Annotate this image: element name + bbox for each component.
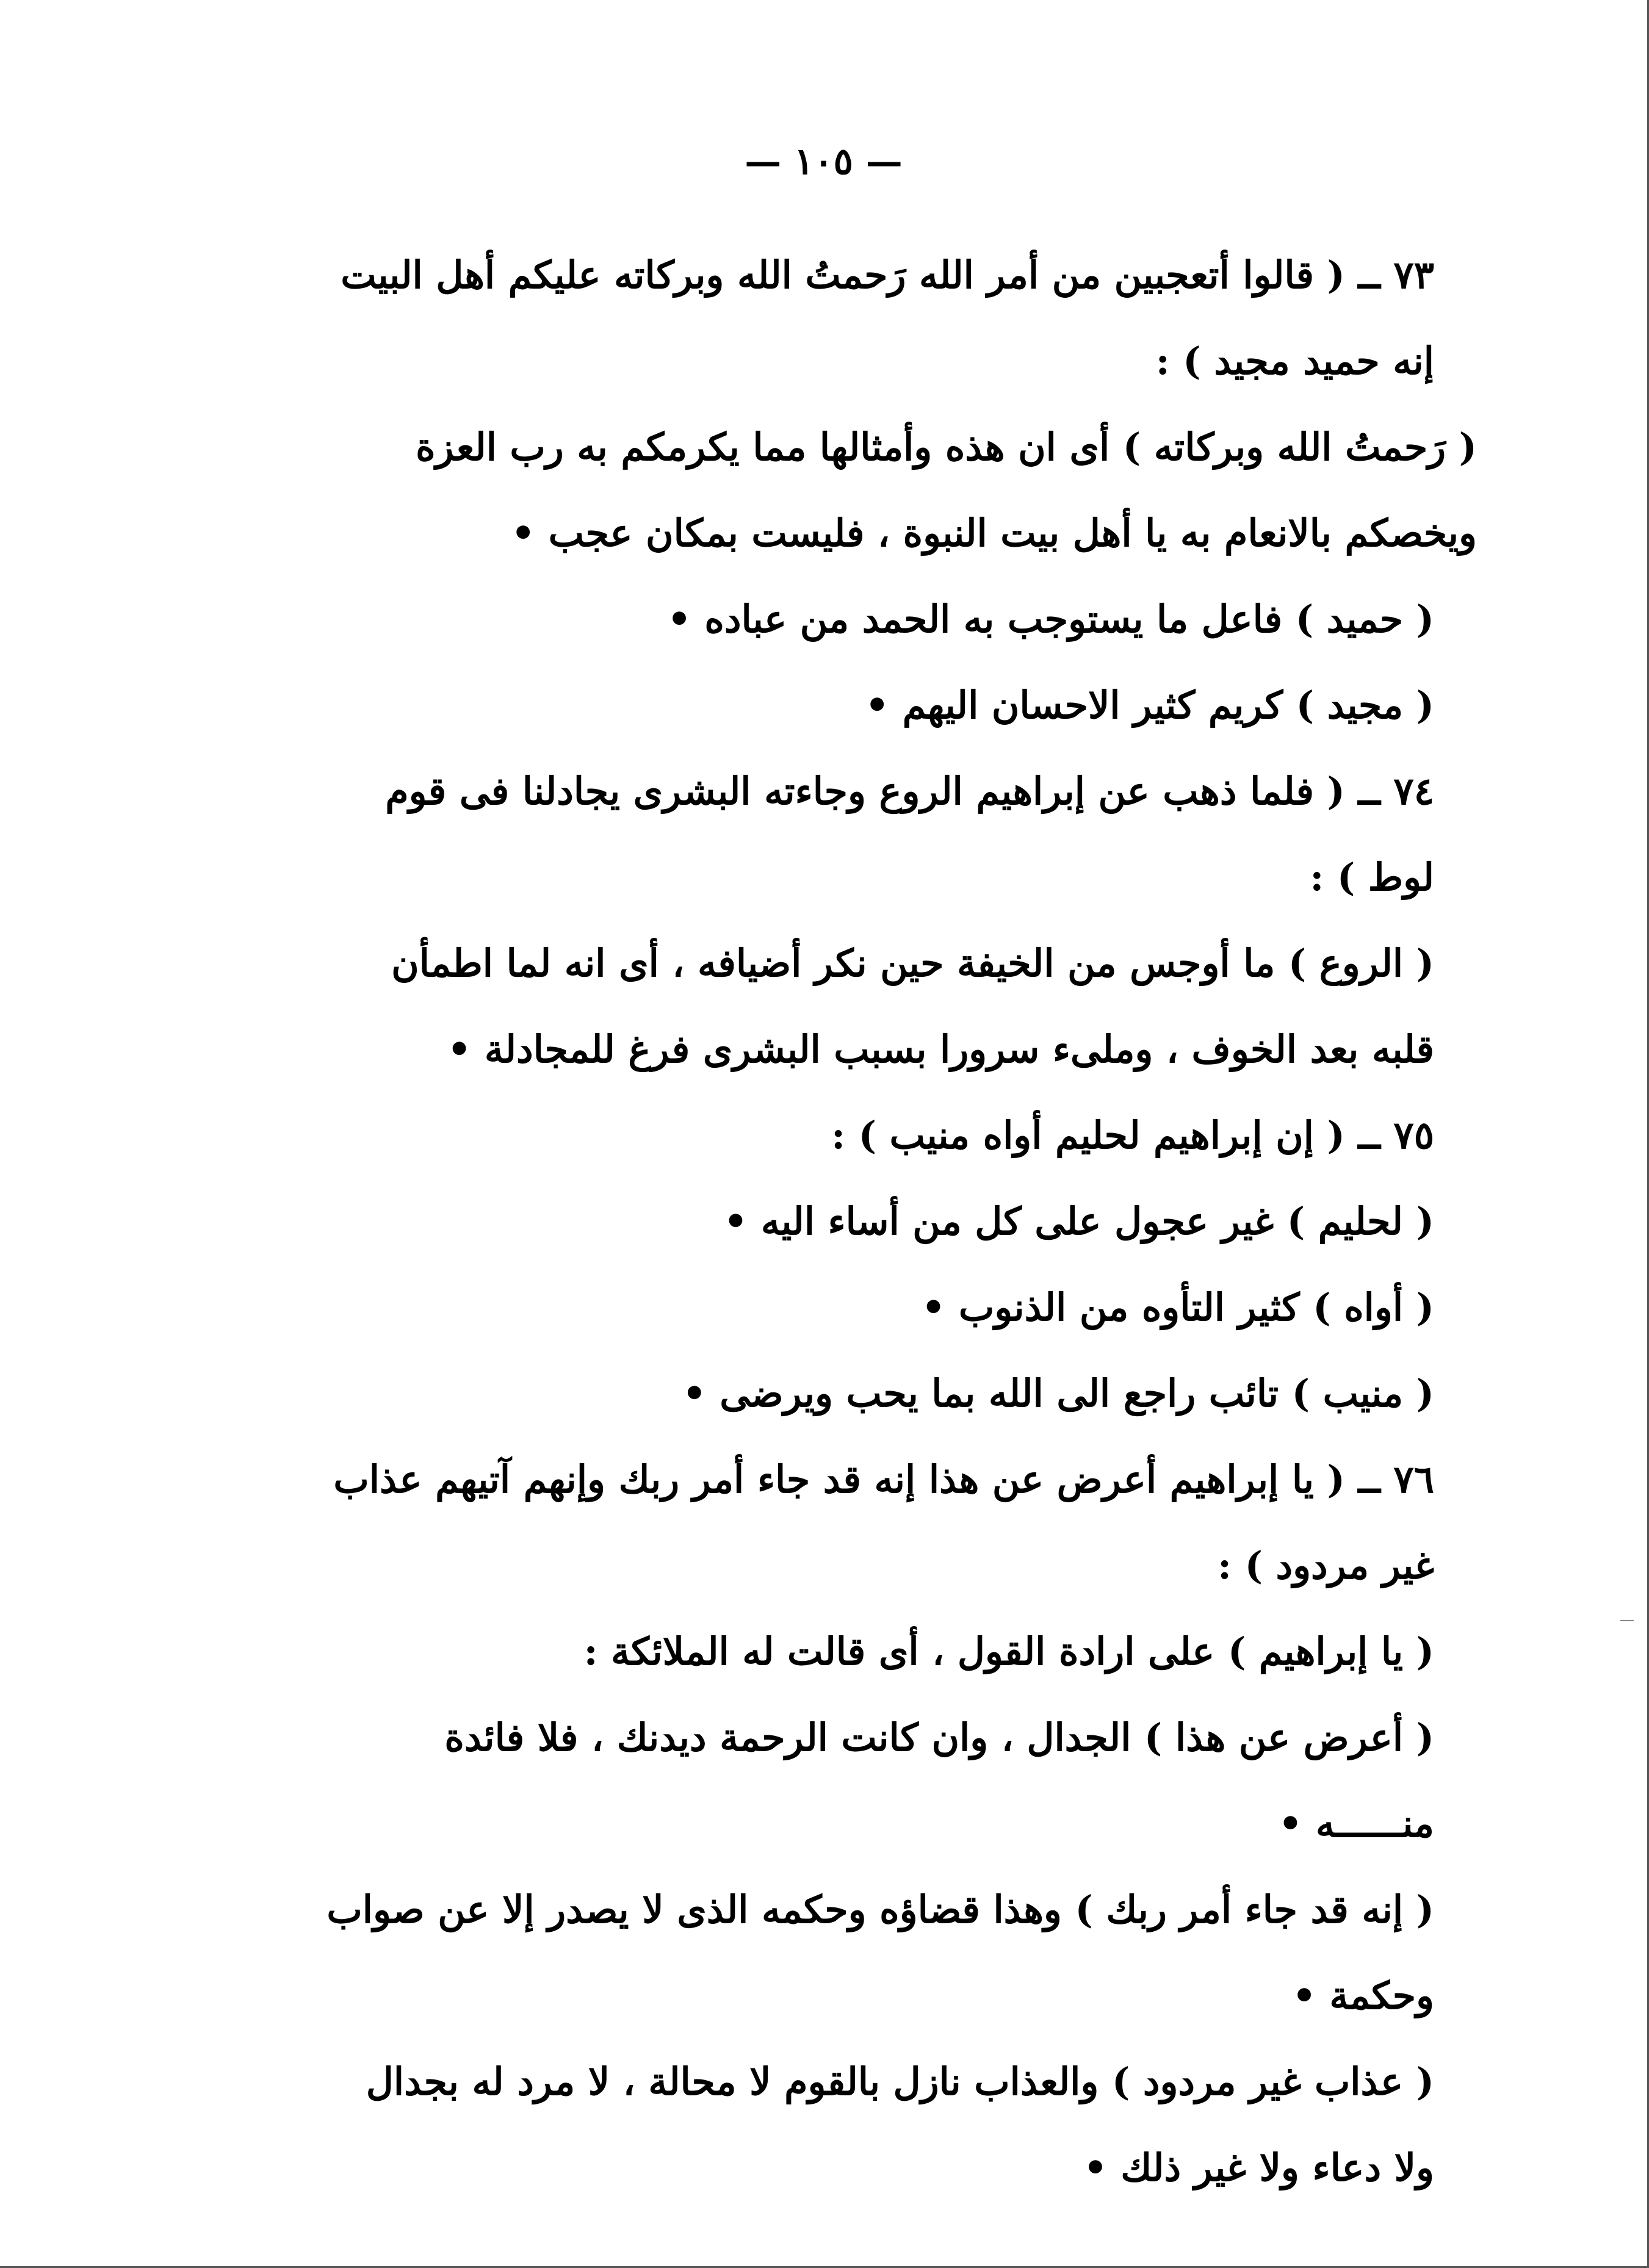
- paragraph-verse-74: ٧٤ ــ ( فلما ذهب عن إبراهيم الروع وجاءته البشرى يجادلنا فى قوم لوط ) :: [385, 769, 1434, 899]
- paragraph-commentary: ( رَحمتُ الله وبركاته ) أى ان هذه وأمثالها مما يكرمكم به رب العزة ويخصكم بالانعام به يا أهل بيت النبوة ، فليست بمكان عجب •: [416, 425, 1477, 555]
- paragraph-commentary: ( يا إبراهيم ) على ارادة القول ، أى قالت له الملائكة :: [583, 1629, 1434, 1674]
- paragraph-commentary: ( عذاب غير مردود ) والعذاب نازل بالقوم لا محالة ، لا مرد له بجدال ولا دعاء ولا غير ذلك •: [366, 2059, 1434, 2190]
- page-number: — ١٠٥ —: [745, 140, 903, 183]
- paragraph-commentary: ( مجيد ) كريم كثير الاحسان اليهم •: [865, 683, 1434, 727]
- scan-mark: [1620, 1620, 1634, 1621]
- paragraph-commentary: ( أواه ) كثير التأوه من الذنوب •: [921, 1285, 1434, 1330]
- paragraph-commentary: ( منيب ) تائب راجع الى الله بما يحب ويرضى •: [682, 1371, 1434, 1416]
- paragraph-commentary: ( حميد ) فاعل ما يستوجب به الحمد من عباده •: [667, 597, 1434, 641]
- paragraph-verse-73: ٧٣ ــ ( قالوا أتعجبين من أمر الله رَحمتُ الله وبركاته عليكم أهل البيت إنه حميد مجيد ) :: [341, 253, 1434, 383]
- page-body: [317, 232, 1477, 2211]
- paragraph-commentary: ( أعرض عن هذا ) الجدال ، وان كانت الرحمة ديدنك ، فلا فائدة منــــــه •: [444, 1715, 1434, 1846]
- paragraph-verse-76: ٧٦ ــ ( يا إبراهيم أعرض عن هذا إنه قد جاء أمر ربك وإنهم آتيهم عذاب غير مردود ) :: [333, 1457, 1434, 1588]
- paragraph-commentary: ( إنه قد جاء أمر ربك ) وهذا قضاؤه وحكمه الذى لا يصدر إلا عن صواب وحكمة •: [327, 1887, 1434, 2018]
- paragraph-commentary: ( الروع ) ما أوجس من الخيفة حين نكر أضيافه ، أى انه لما اطمأن قلبه بعد الخوف ، وملىء سرورا بسبب البشرى فرغ للمجادلة •: [391, 941, 1434, 1071]
- paragraph-verse-75: ٧٥ ــ ( إن إبراهيم لحليم أواه منيب ) :: [831, 1113, 1434, 1157]
- paragraph-commentary: ( لحليم ) غير عجول على كل من أساء اليه •: [723, 1199, 1434, 1244]
